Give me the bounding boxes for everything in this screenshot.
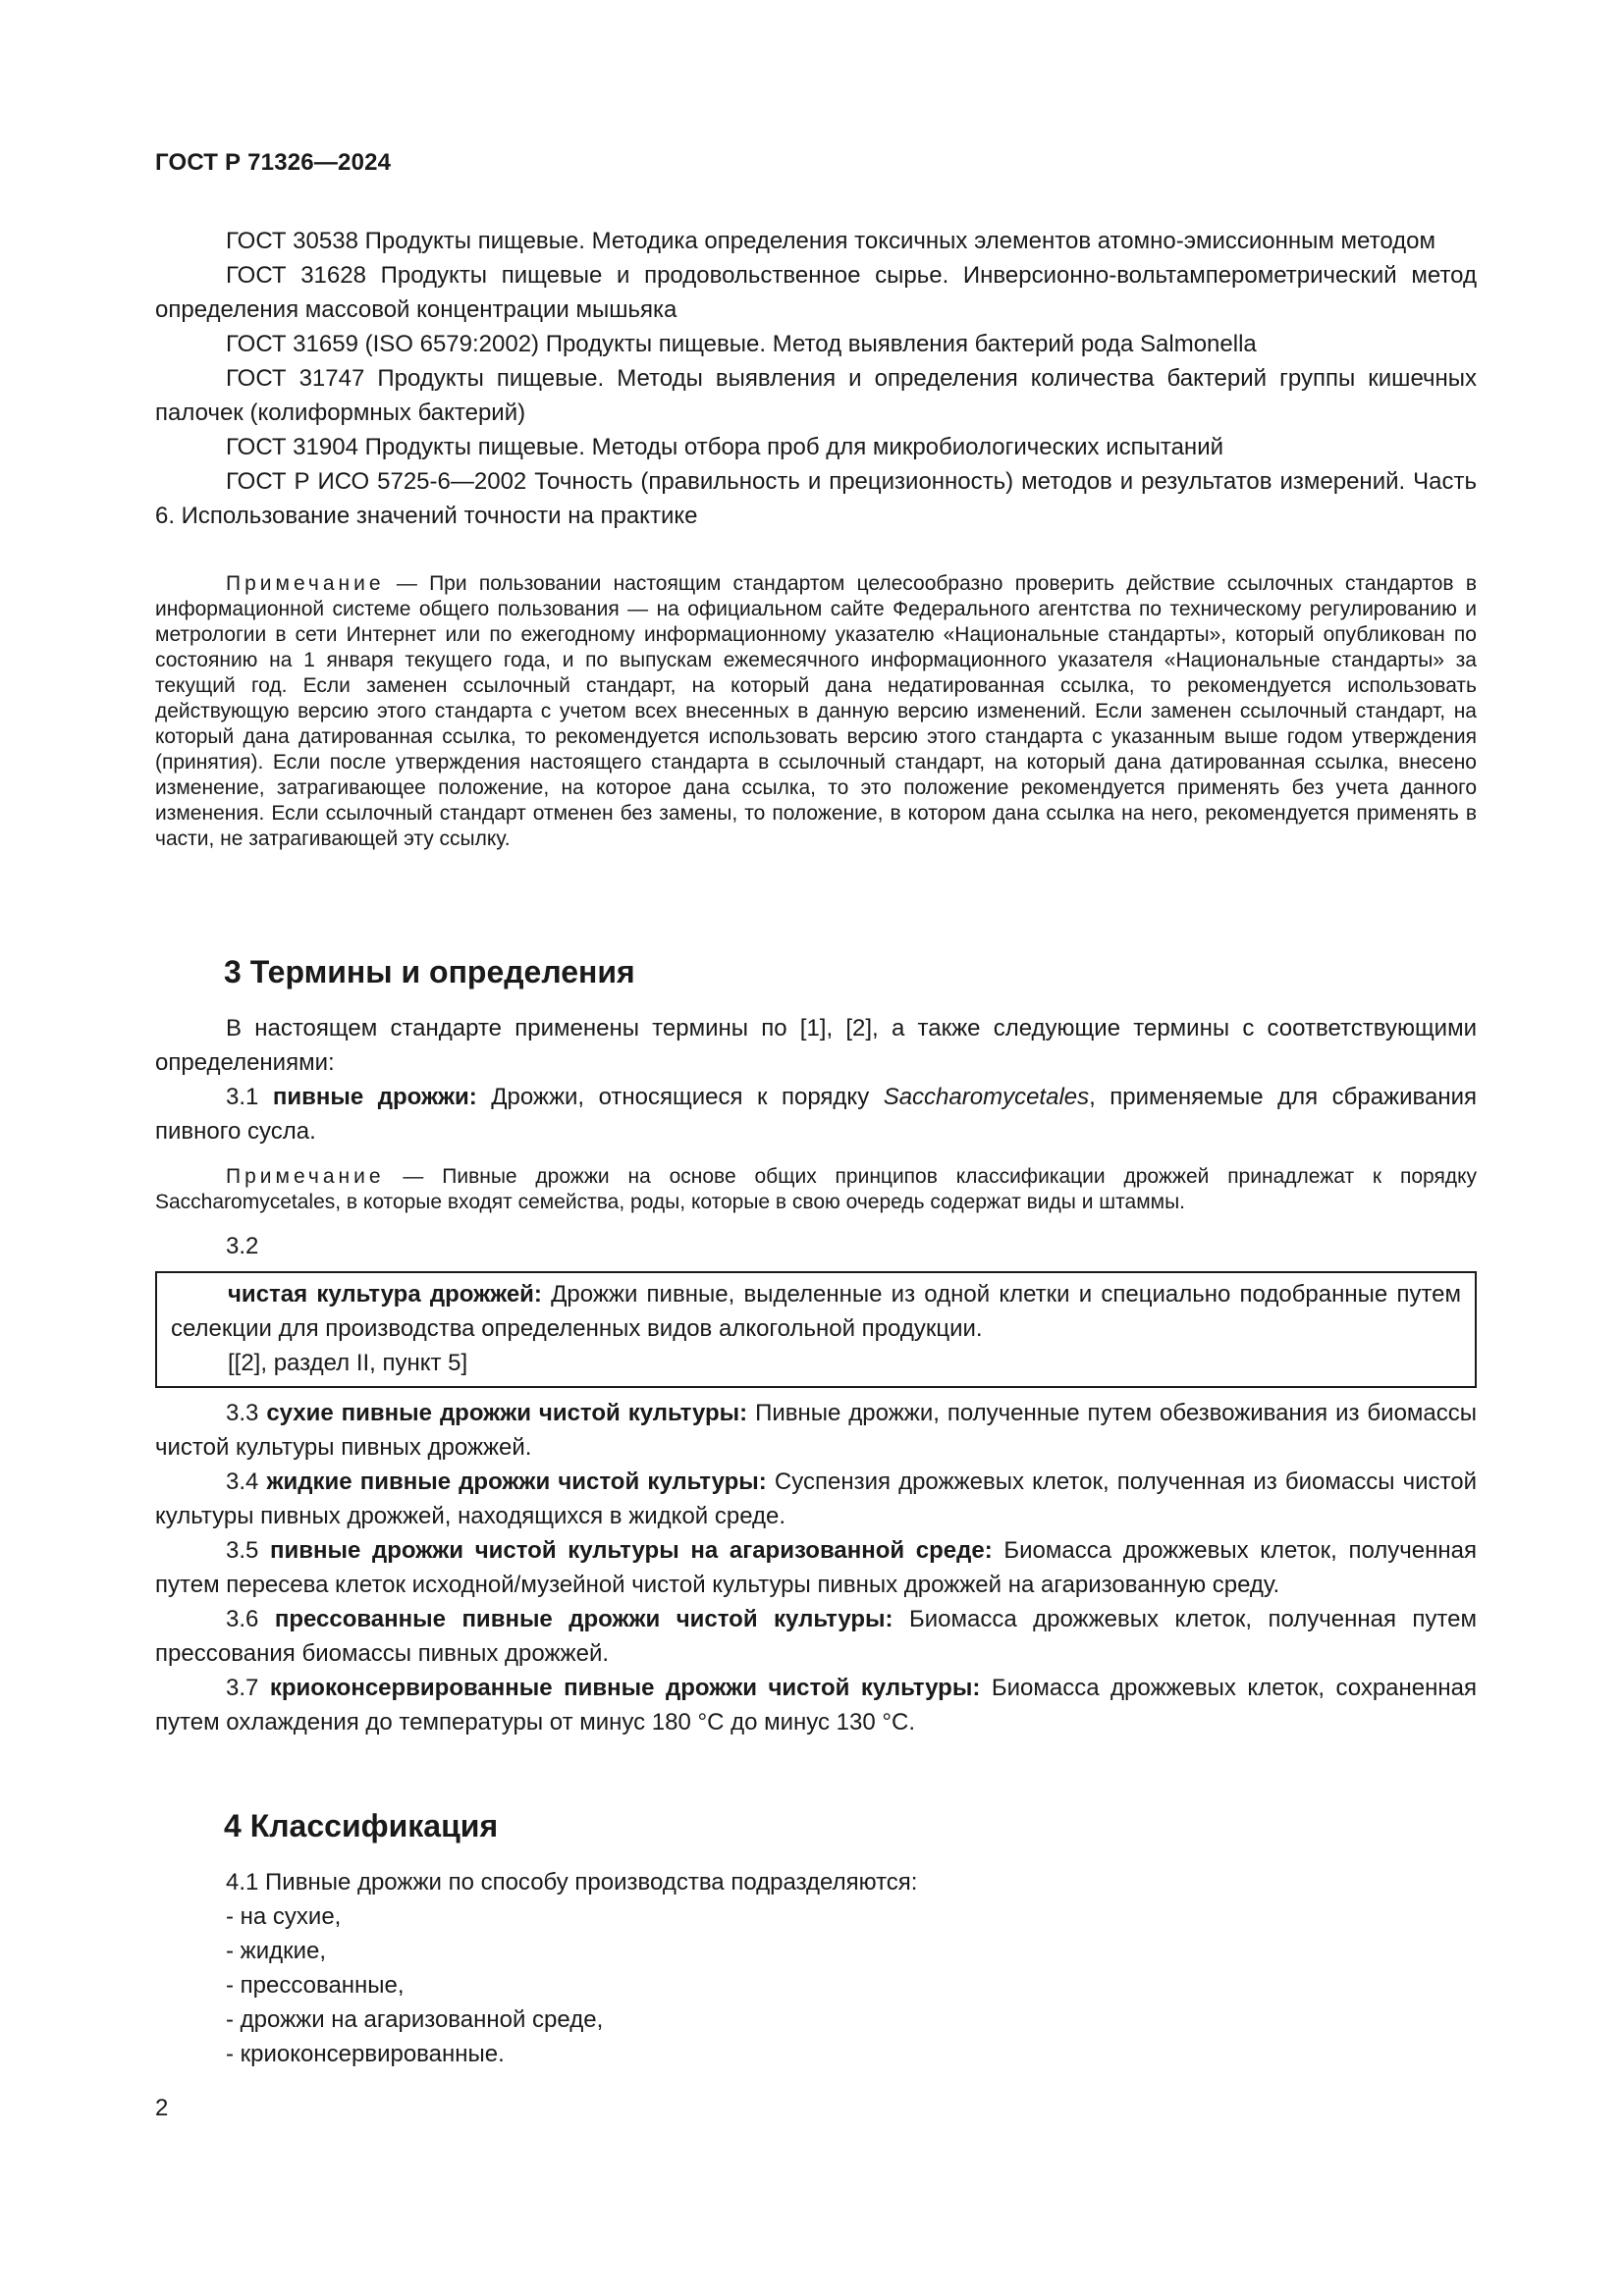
term-3-3: 3.3 сухие пивные дрожжи чистой культуры: Пивные дрожжи, полученные путем обезвоживания из биомассы чистой культуры пивных дрожжей. [155,1400,1478,1461]
reference-item: ГОСТ 31904 Продукты пищевые. Методы отбора проб для микробиологических испытаний [226,434,1223,460]
list-item: - криоконсервированные. [226,2041,505,2067]
reference-item: ГОСТ 31659 (ISO 6579:2002) Продукты пищевые. Метод выявления бактерий рода Salmonella [226,331,1257,357]
list-item: - на сухие, [226,1903,342,1930]
list-item: - прессованные, [226,1972,405,1999]
term-3-2-number: 3.2 [226,1233,259,1259]
reference-item: ГОСТ 31628 Продукты пищевые и продовольственное сырье. Инверсионно-вольтамперометрический метод определения массовой концентрации мышьяка [155,262,1477,323]
list-item: - дрожжи на агаризованной среде, [226,2006,604,2033]
note-label: Примечание [226,572,385,595]
reference-item: ГОСТ 31747 Продукты пищевые. Методы выявления и определения количества бактерий группы кишечных палочек (колиформных бактерий) [155,365,1477,426]
term-3-5: 3.5 пивные дрожжи чистой культуры на агаризованной среде: Биомасса дрожжевых клеток, полученная путем пересева клеток исходной/музейной чистой культуры пивных дрожжей на агаризованную среду. [155,1537,1477,1598]
term-3-2: чистая культура дрожжей: Дрожжи пивные, выделенные из одной клетки и специально подобранные путем селекции для производства определенных видов алкогольной продукции. [171,1281,1462,1342]
term-3-2-source: [[2], раздел II, пункт 5] [228,1350,468,1376]
term-3-7: 3.7 криоконсервированные пивные дрожжи чистой культуры: Биомасса дрожжевых клеток, сохраненная путем охлаждения до температуры от минус 180 °С до минус 130 °С. [155,1675,1477,1735]
clause-4-1: 4.1 Пивные дрожжи по способу производства подразделяются: [226,1869,918,1896]
page-number: 2 [155,2095,169,2121]
reference-item: ГОСТ 30538 Продукты пищевые. Методика определения токсичных элементов атомно-эмиссионным методом [226,228,1435,254]
normative-references [155,224,1477,533]
document-header: ГОСТ Р 71326—2024 [155,149,392,176]
list-item: - жидкие, [226,1938,327,1964]
term-3-6: 3.6 прессованные пивные дрожжи чистой культуры: Биомасса дрожжевых клеток, полученная путем прессования биомассы пивных дрожжей. [155,1606,1477,1667]
note-block [155,571,1477,852]
note-paragraph: Примечание — Пивные дрожжи на основе общих принципов классификации дрожжей принадлежат к порядку Saccharomycetales, в которые входят семейства, роды, которые в свою очередь содержат виды и штаммы. [155,1165,1477,1213]
section-4-title: 4 Классификация [224,1808,499,1843]
term-3-4: 3.4 жидкие пивные дрожжи чистой культуры: Суспензия дрожжевых клеток, полученная из биомассы чистой культуры пивных дрожжей, находящихся в жидкой среде. [155,1468,1478,1529]
term-3-1: 3.1 пивные дрожжи: Дрожжи, относящиеся к порядку Saccharomycetales, применяемые для сбраживания пивного сусла. [155,1084,1477,1145]
section-3-title: 3 Термины и определения [224,954,635,989]
reference-item: ГОСТ Р ИСО 5725-6—2002 Точность (правильность и прецизионность) методов и результатов измерений. Часть 6. Использование значений точности на практике [155,468,1477,529]
term-3-2-box [155,1271,1477,1388]
section-3-body [155,1011,1477,1739]
section-3-intro: В настоящем стандарте применены термины по [1], [2], а также следующие термины с соответствующими определениями: [155,1015,1477,1076]
note-paragraph: Примечание — При пользовании настоящим стандартом целесообразно проверить действие ссылочных стандартов в информационной системе общего пользования — на официальном сайте Федерального агентства по техническому регулированию и метрологии в сети Интернет или по ежегодному информационному указателю «Национальные стандарты», который опубликован по состоянию на 1 января текущего года, и по выпускам ежемесячного информационного указателя «Национальные стандарты» за текущий год. Если заменен ссылочный стандарт, на который дана недатированная ссылка, то рекомендуется использовать действующую версию этого стандарта с учетом всех внесенных в данную версию изменений. Если заменен ссылочный стандарт, на который дана датированная ссылка, то рекомендуется использовать версию этого стандарта с указанным выше годом утверждения (принятия). Если после утверждения настоящего стандарта в ссылочный стандарт, на который дана датированная ссылка, внесено изменение, затрагивающее положение, на которое дана ссылка, то это положение рекомендуется применять без учета данного изменения. Если ссылочный стандарт отменен без замены, то положение, в котором дана ссылка на него, рекомендуется применять в части, не затрагивающей эту ссылку. [155,572,1477,850]
note-label: Примечание [226,1165,385,1188]
section-4-body [155,1865,1477,2071]
